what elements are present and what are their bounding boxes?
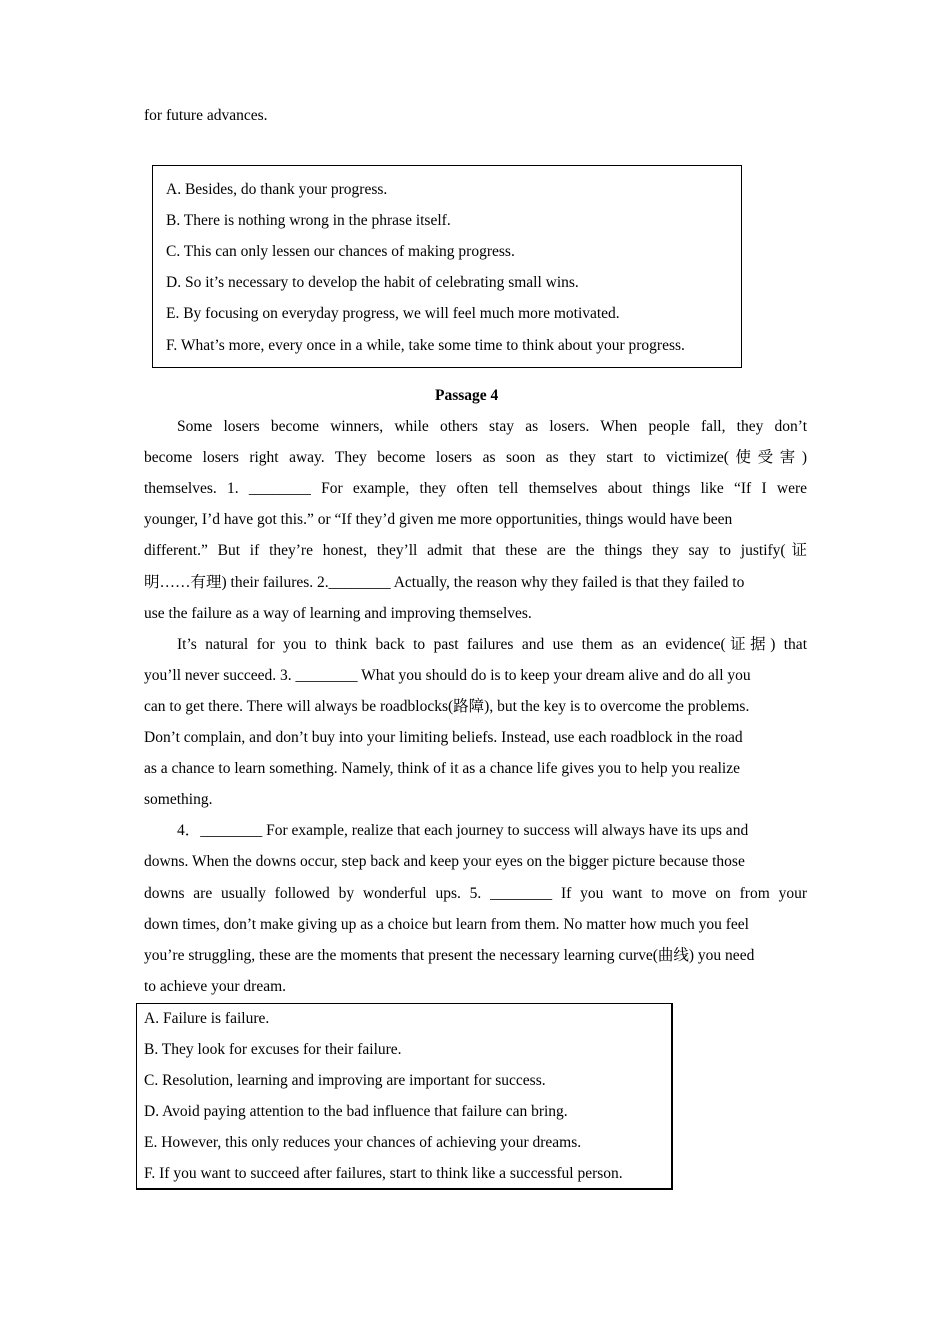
- option-e: E. However, this only reduces your chances of achieving your dreams.: [144, 1134, 582, 1151]
- passage-line: different.” But if they’re honest, they’ll admit that these are the things they say to justify(证: [144, 542, 807, 559]
- option-d: D. So it’s necessary to develop the habit of celebrating small wins.: [166, 274, 579, 291]
- options-box-2: [136, 1003, 673, 1190]
- option-b: B. They look for excuses for their failure.: [144, 1041, 402, 1058]
- intro-tail-text: for future advances.: [144, 107, 268, 124]
- passage-line: you’ll never succeed. 3. ________ What you should do is to keep your dream alive and do all you: [144, 667, 751, 684]
- passage-line: Some losers become winners, while others stay as losers. When people fall, they don’t: [177, 418, 807, 435]
- option-c: C. Resolution, learning and improving are important for success.: [144, 1072, 546, 1089]
- option-a: A. Failure is failure.: [144, 1010, 270, 1027]
- passage-line: down times, don’t make giving up as a choice but learn from them. No matter how much you feel: [144, 916, 749, 933]
- options-box-1: [152, 165, 742, 368]
- passage-line: as a chance to learn something. Namely, think of it as a chance life gives you to help you realize: [144, 760, 740, 777]
- option-c: C. This can only lessen our chances of making progress.: [166, 243, 515, 260]
- passage-title: Passage 4: [435, 387, 499, 404]
- option-d: D. Avoid paying attention to the bad influence that failure can bring.: [144, 1103, 568, 1120]
- passage-line: use the failure as a way of learning and improving themselves.: [144, 605, 532, 622]
- passage-line: something.: [144, 791, 213, 808]
- passage-line: It’s natural for you to think back to past failures and use them as an evidence(证据) that: [177, 636, 807, 653]
- passage-line: themselves. 1. ________ For example, they often tell themselves about things like “If I were: [144, 480, 807, 497]
- passage-line: to achieve your dream.: [144, 978, 287, 995]
- passage-line: become losers right away. They become losers as soon as they start to victimize(使受害): [144, 449, 807, 466]
- passage-line: can to get there. There will always be roadblocks(路障), but the key is to overcome the problems.: [144, 698, 750, 715]
- passage-line: 4．________ For example, realize that each journey to success will always have its ups and: [177, 822, 749, 839]
- option-b: B. There is nothing wrong in the phrase itself.: [166, 212, 451, 229]
- passage-line: Don’t complain, and don’t buy into your limiting beliefs. Instead, use each roadblock in the road: [144, 729, 743, 746]
- passage-line: downs are usually followed by wonderful ups. 5. ________ If you want to move on from your: [144, 885, 807, 902]
- passage-line: 明……有理) their failures. 2.________ Actually, the reason why they failed is that they failed to: [144, 574, 745, 591]
- passage-line: you’re struggling, these are the moments that present the necessary learning curve(曲线) you need: [144, 947, 755, 964]
- option-e: E. By focusing on everyday progress, we will feel much more motivated.: [166, 305, 620, 322]
- option-a: A. Besides, do thank your progress.: [166, 181, 388, 198]
- option-f: F. If you want to succeed after failures, start to think like a successful person.: [144, 1165, 623, 1182]
- passage-line: younger, I’d have got this.” or “If they’d given me more opportunities, things would have been: [144, 511, 733, 528]
- option-f: F. What’s more, every once in a while, take some time to think about your progress.: [166, 337, 685, 354]
- passage-line: downs. When the downs occur, step back and keep your eyes on the bigger picture because those: [144, 853, 745, 870]
